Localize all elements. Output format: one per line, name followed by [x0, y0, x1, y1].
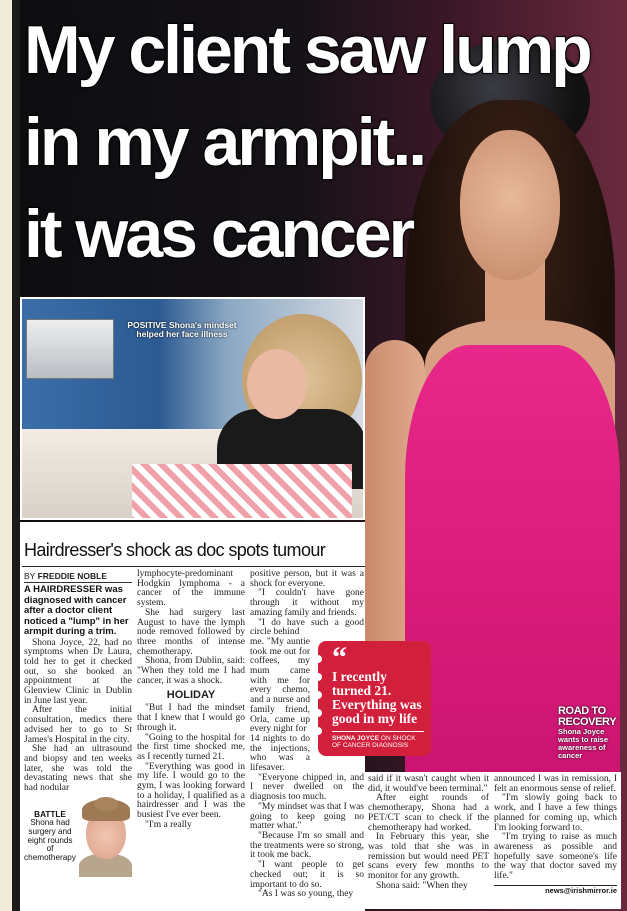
headline-line: My client saw lump [24, 12, 590, 88]
photo-bow [94, 797, 118, 811]
pull-quote [318, 641, 431, 756]
article-column-c [250, 569, 422, 900]
headline-line: it was cancer [24, 196, 413, 272]
divider [22, 566, 365, 567]
article-column-2: lymphocyte-predominant Hodgkin lymphoma - a cancer of the immune system. She had surgery last August to have the lymph node removed followed by three months of intense chemotherapy. Shona, from Dublin, said: "When they told me I had cancer, it was a shock. HOLIDAY "But I had the mindset that I knew that I would go through it. [137, 569, 245, 733]
article-intro: A HAIRDRESSER was diagnosed with cancer after a doctor client noticed a "lump" in her armpit during a trim. [24, 584, 129, 637]
adjacent-page-strip [0, 0, 12, 911]
article-column-5: announced I was in remission, I felt an enormous sense of relief. "I'm slowly going back to work, and I have a few things planned for coming up, which I'm looking forward to. "I'm trying to raise as much awareness as possible and hopefully save someone's life the way that doctor saved my life." [494, 774, 617, 882]
photo-with-caption [24, 797, 132, 877]
headline-line: in my armpit.. [24, 104, 425, 180]
article-column-3-cont: me. "My auntie took me out for coffees, my mum came with me for every chemo, and a nurse and family friend, Orla, came up every night for [250, 636, 310, 735]
article-column-1: Shona Joyce, 22, had no symptoms when Dr Laura, told her to get it checked out, so she booked an appointment at the Glenview Clinic in Dublin in June last year. After the initial consultation, medics there advised her to go to St James's Hospital in the city. [24, 637, 132, 745]
article-column-2-cont: "Going to the hospital for the first time shocked me, as I recently turned 21. "Everything was good in my life. I would go to the gym, I was looking forward to a holiday, I qualified as a hairdresser and I was the busiest I've ever been. "I'm a really [137, 732, 245, 830]
subheadline: Hairdresser's shock as doc spots tumour [24, 540, 326, 560]
article-column-3-end: 14 nights to do the injections, who was a lifesaver. "Everyone chipped in, and I never dwelled on the diagnosis too much. "My mindset was that I was going to keep going no matter what." "Because I'm so small and the treatments were so strong, it took me back. "I want people to get checked out; it is so important to do so. "As I was so young, they [250, 733, 364, 900]
article-column-3: positive person, but it was a shock for everyone. "I couldn't have gone through it without my amazing family and friends. "I do have such a good circle behind [250, 569, 364, 638]
pull-quote-text: I recently turned 21. Everything was good in my life [332, 668, 422, 726]
photo-caption-road-to-recovery: ROAD TO RECOVERY Shona Joyce wants to raise awareness of cancer [558, 705, 617, 760]
byline: BY FREDDIE NOBLE [24, 571, 132, 583]
crosshead: HOLIDAY [166, 689, 216, 702]
article-column-1-cont: She had an ultrasound and biopsy and ten weeks later, she was told the devastating news that she had nodular [24, 744, 132, 794]
hospital-photo [20, 297, 365, 520]
article-column-4: said if it wasn't caught when it did, it would've been terminal." After eight rounds of chemotherapy, Shona had a PET/CT scan to check if the chemotherapy had worked. In February this year, she was told that she was in remission but would need PET scans every few months to monitor for any growth. Shona said: "When they [368, 774, 489, 891]
quote-mark-icon: “ [332, 640, 347, 674]
contact-email: news@irishmirror.ie [494, 885, 617, 896]
pull-quote-source: SHONA JOYCE ON SHOCK OF CANCER DIAGNOSIS [332, 734, 416, 749]
article-column-5-wrap [494, 775, 617, 896]
photo-shona-headwrap [79, 797, 132, 877]
photo-caption-battle: BATTLE Shona had surgery and eight rounds of chemotherapy [24, 809, 76, 862]
divider [332, 731, 424, 732]
article-column-b [137, 570, 245, 831]
photo-face [247, 349, 307, 419]
headline [24, 4, 624, 280]
article-column-a [24, 571, 132, 877]
page-gutter [12, 0, 20, 911]
pink-blanket [132, 464, 352, 520]
infusion-pump [26, 319, 114, 379]
photo-caption-positive: POSITIVE Shona's mindset helped her face illness [127, 320, 237, 339]
